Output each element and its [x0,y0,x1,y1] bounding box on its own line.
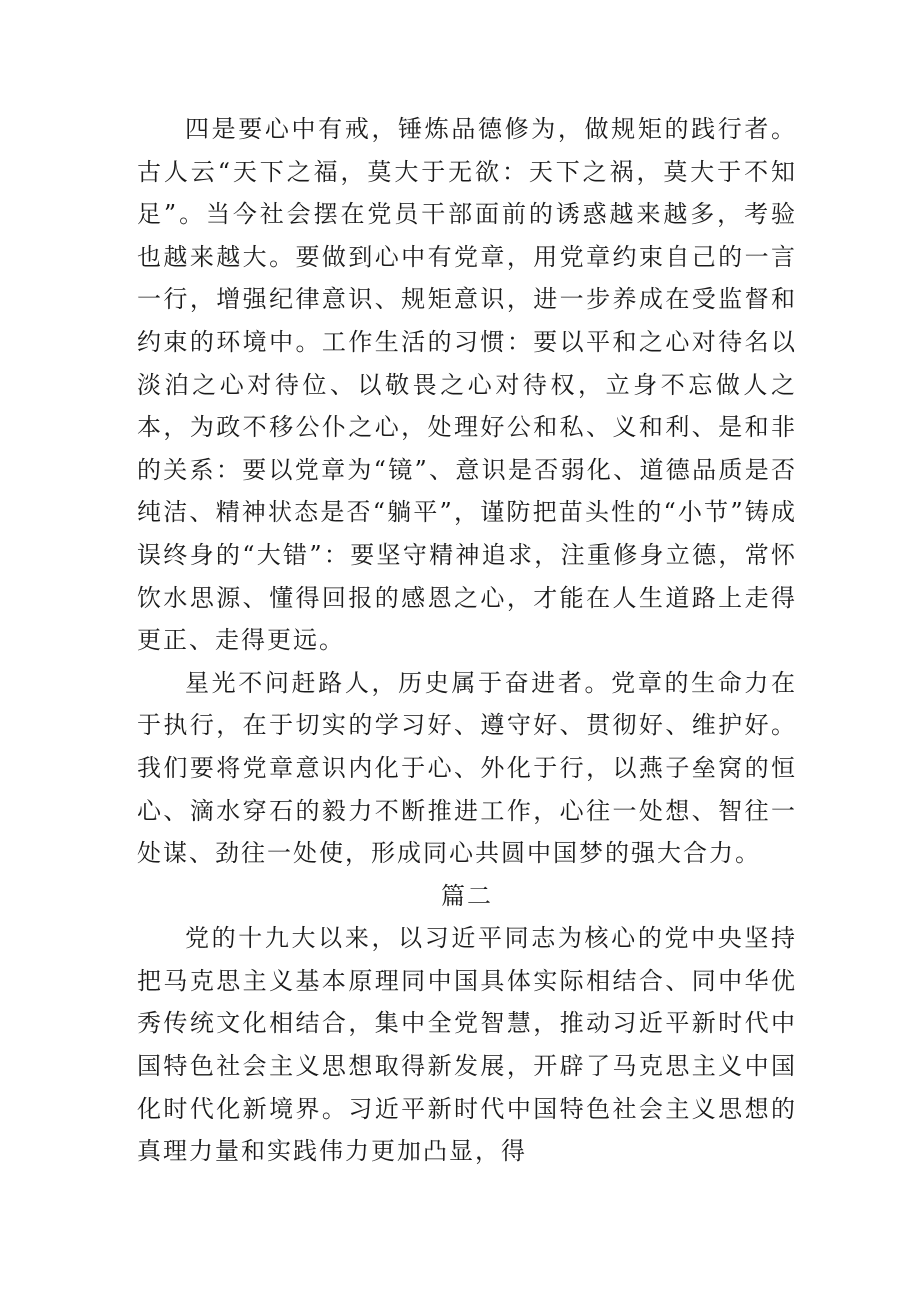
document-page [137,108,797,1173]
body-paragraph: 星光不问赶路人，历史属于奋进者。党章的生命力在于执行，在于切实的学习好、遵守好、贯彻好、维护好。我们要将党章意识内化于心、外化于行，以燕子垒窝的恒心、滴水穿石的毅力不断推进工作，心往一处想、智往一处谋、劲往一处使，形成同心共圆中国梦的强大合力。 [137,668,797,868]
body-paragraph: 党的十九大以来，以习近平同志为核心的党中央坚持把马克思主义基本原理同中国具体实际相结合、同中华优秀传统文化相结合，集中全党智慧，推动习近平新时代中国特色社会主义思想取得新发展，开辟了马克思主义中国化时代化新境界。习近平新时代中国特色社会主义思想的真理力量和实践伟力更加凸显，得 [137,924,797,1166]
section-heading: 篇二 [441,881,493,910]
body-paragraph: 四是要心中有戒，锤炼品德修为，做规矩的践行者。古人云“天下之福，莫大于无欲：天下之祸，莫大于不知足”。当今社会摆在党员干部面前的诱惑越来越多，考验也越来越大。要做到心中有党章，用党章约束自己的一言一行，增强纪律意识、规矩意识，进一步养成在受监督和约束的环境中。工作生活的习惯：要以平和之心对待名以淡泊之心对待位、以敬畏之心对待权，立身不忘做人之本，为政不移公仆之心，处理好公和私、义和利、是和非的关系：要以党章为“镜”、意识是否弱化、道德品质是否纯洁、精神状态是否“躺平”，谨防把苗头性的“小节”铸成误终身的“大错”：要坚守精神追求，注重修身立德，常怀饮水思源、懂得回报的感恩之心，才能在人生道路上走得更正、走得更远。 [137,115,797,655]
